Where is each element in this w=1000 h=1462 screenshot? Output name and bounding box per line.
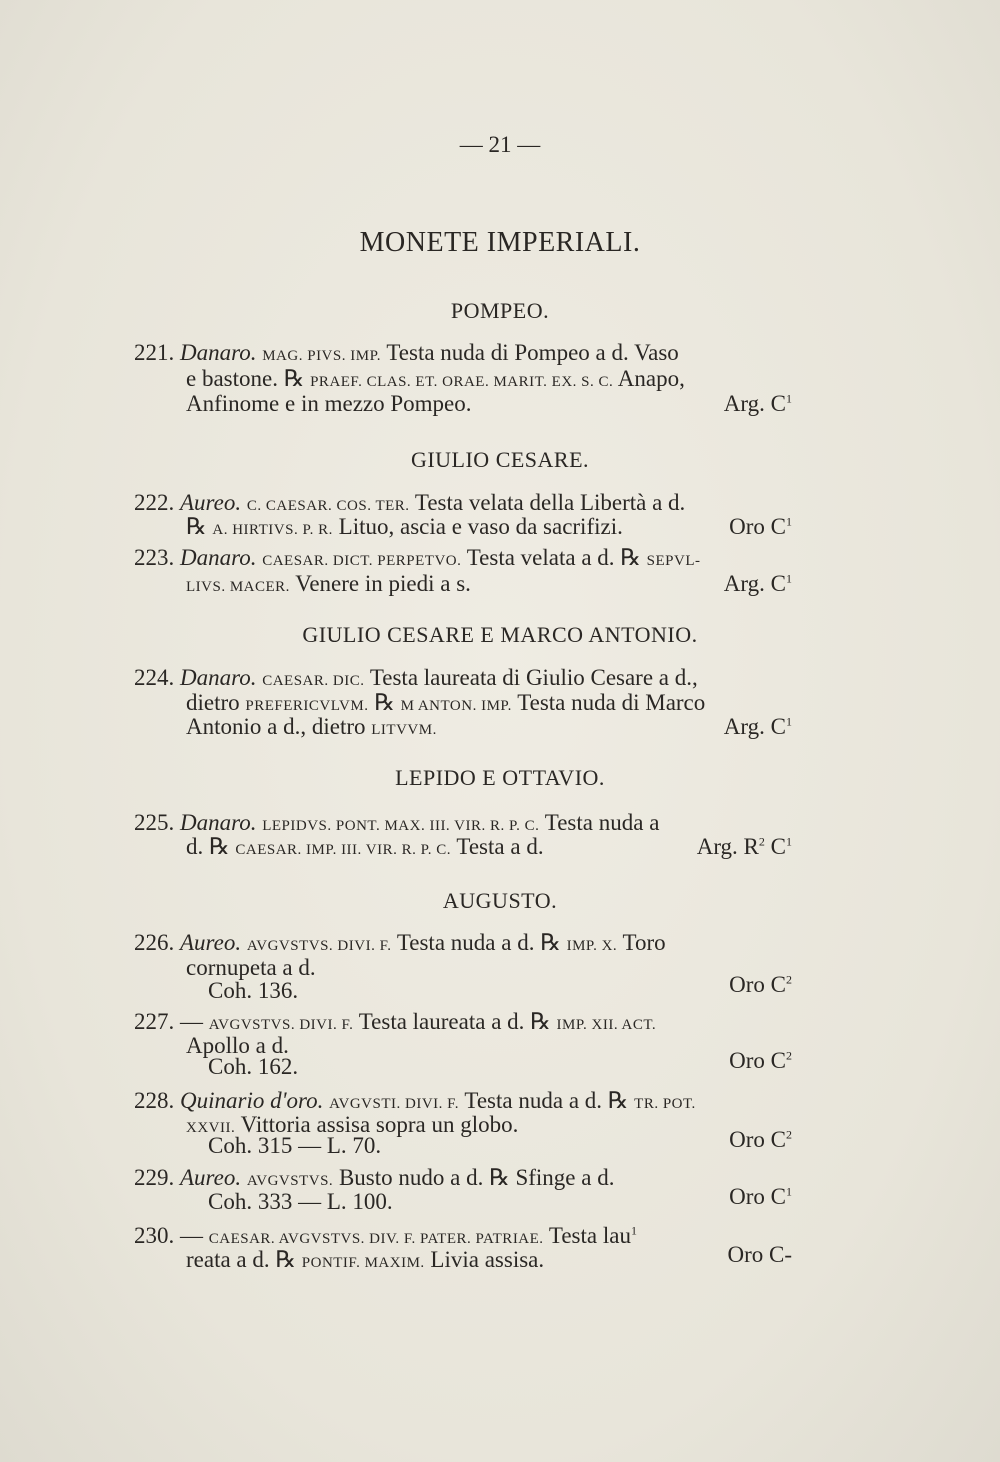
description: Venere in piedi a s. bbox=[295, 571, 471, 596]
entry-number: 230. bbox=[134, 1223, 175, 1248]
coin-type: Danaro. bbox=[180, 810, 257, 835]
page-number: — 21 — bbox=[459, 132, 541, 157]
section-heading-lepido-ottavio: LEPIDO E OTTAVIO. bbox=[395, 765, 605, 790]
description: reata a d. ℞ bbox=[186, 1247, 297, 1272]
coin-type: Danaro. bbox=[180, 545, 257, 570]
legend-reverse: IMP. X. bbox=[566, 938, 618, 954]
rarity: Oro $C^1$ bbox=[729, 514, 792, 539]
legend-obverse: C. CAESAR. COS. TER. bbox=[246, 498, 410, 514]
coin-type: Danaro. bbox=[180, 340, 257, 365]
section-heading-pompeo: POMPEO. bbox=[450, 298, 550, 323]
rarity: Oro $C^2$ bbox=[729, 972, 792, 997]
description: Testa lau bbox=[548, 1223, 631, 1248]
rarity: Oro $C^2$ bbox=[729, 1127, 792, 1152]
rarity: Oro C- bbox=[727, 1242, 792, 1267]
description: Busto nudo a d. ℞ Sfinge a d. bbox=[338, 1165, 615, 1190]
rarity: Arg. $C^1$ bbox=[723, 571, 792, 596]
reverse-symbol: ℞ bbox=[186, 514, 207, 539]
entry-number: 221. bbox=[134, 340, 175, 365]
legend-reverse: LITVVM. bbox=[371, 722, 437, 738]
coin-type: Quinario d'oro. bbox=[180, 1088, 324, 1113]
entry-number: 223. bbox=[134, 545, 175, 570]
description: Testa nuda di Marco bbox=[517, 690, 706, 715]
description: Testa a d. bbox=[456, 834, 544, 859]
rarity: Arg. $C^1$ bbox=[723, 391, 792, 416]
legend-obverse: LEPIDVS. PONT. MAX. III. VIR. R. P. C. bbox=[262, 818, 540, 834]
legend-reverse: XXVII. bbox=[186, 1120, 236, 1136]
description: Toro bbox=[622, 930, 666, 955]
description: d. ℞ bbox=[186, 834, 230, 859]
description: Testa nuda a bbox=[544, 810, 660, 835]
description: Anfinome e in mezzo Pompeo. bbox=[186, 391, 472, 416]
legend-obverse: MAG. PIVS. IMP. bbox=[262, 348, 381, 364]
legend-obverse: CAESAR. DICT. PERPETVO. bbox=[262, 553, 462, 569]
entry-number: 225. bbox=[134, 810, 175, 835]
ditto-dash: — bbox=[180, 1009, 203, 1034]
description: Testa nuda di Pompeo a d. Vaso bbox=[386, 340, 679, 365]
legend-reverse: SEPVL- bbox=[646, 553, 701, 569]
page-title: MONETE IMPERIALI. bbox=[359, 227, 641, 258]
description: Testa nuda a d. ℞ bbox=[396, 930, 561, 955]
legend-reverse: PONTIF. MAXIM. bbox=[301, 1255, 425, 1271]
description: Anapo, bbox=[617, 366, 685, 391]
description: Vittoria assisa sopra un globo. bbox=[240, 1112, 519, 1137]
legend-obverse: AVGVSTVS. DIVI. F. bbox=[246, 938, 392, 954]
legend-reverse: IMP. XII. ACT. bbox=[556, 1017, 657, 1033]
description: Lituo, ascia e vaso da sacrifizi. bbox=[338, 514, 623, 539]
legend-obverse: CAESAR. DIC. bbox=[262, 673, 365, 689]
legend-obverse: AVGVSTVS. bbox=[246, 1173, 334, 1189]
legend-reverse: TR. POT. bbox=[634, 1096, 696, 1112]
stray-mark: 1 bbox=[630, 1223, 637, 1238]
description: Testa nuda a d. ℞ bbox=[464, 1088, 629, 1113]
rarity: Arg. $C^1$ bbox=[723, 714, 792, 739]
entry-number: 227. bbox=[134, 1009, 175, 1034]
reverse-symbol: ℞ bbox=[374, 690, 395, 715]
rarity: Arg. $R^2$ $C^1$ bbox=[696, 834, 792, 859]
ditto-dash: — bbox=[180, 1223, 203, 1248]
description: Livia assisa. bbox=[430, 1247, 545, 1272]
description: Testa velata della Libertà a d. bbox=[414, 490, 686, 515]
legend-reverse: LIVS. MACER. bbox=[186, 579, 290, 595]
reference: Coh. 315 — L. 70. bbox=[208, 1133, 382, 1158]
legend-obverse: PREFERICVLVM. bbox=[245, 698, 369, 714]
legend-reverse: CAESAR. IMP. III. VIR. R. P. C. bbox=[235, 842, 452, 858]
coin-type: Aureo. bbox=[180, 490, 242, 515]
coin-type: Aureo. bbox=[180, 1165, 242, 1190]
section-heading-augusto: AUGUSTO. bbox=[442, 888, 558, 913]
description: Antonio a d., dietro bbox=[186, 714, 366, 739]
entry-number: 228. bbox=[134, 1088, 175, 1113]
legend-reverse: M ANTON. IMP. bbox=[400, 698, 512, 714]
description: dietro bbox=[186, 690, 240, 715]
coin-type: Danaro. bbox=[180, 665, 257, 690]
description: Testa laureata a d. ℞ bbox=[358, 1009, 551, 1034]
legend-reverse: A. HIRTIVS. P. R. bbox=[212, 522, 333, 538]
rarity: Oro $C^1$ bbox=[729, 1184, 792, 1209]
entry-number: 229. bbox=[134, 1165, 175, 1190]
section-heading-cesare-antonio: GIULIO CESARE E MARCO ANTONIO. bbox=[302, 622, 698, 647]
coin-type: Aureo. bbox=[180, 930, 242, 955]
entry-number: 224. bbox=[134, 665, 175, 690]
description: e bastone. ℞ bbox=[186, 366, 305, 391]
description: Testa laureata di Giulio Cesare a d., bbox=[369, 665, 698, 690]
legend-reverse: PRAEF. CLAS. ET. ORAE. MARIT. EX. S. C. bbox=[310, 374, 614, 390]
reference: Coh. 162. bbox=[208, 1054, 299, 1079]
rarity: Oro $C^2$ bbox=[729, 1048, 792, 1073]
reference: Coh. 333 — L. 100. bbox=[208, 1189, 393, 1214]
description: Apollo a d. bbox=[186, 1033, 289, 1058]
legend-obverse: AVGVSTVS. DIVI. F. bbox=[208, 1017, 354, 1033]
reference: Coh. 136. bbox=[208, 978, 299, 1003]
entry-number: 222. bbox=[134, 490, 175, 515]
description: cornupeta a d. bbox=[186, 955, 316, 980]
section-heading-giulio-cesare: GIULIO CESARE. bbox=[410, 447, 590, 472]
description: Testa velata a d. ℞ bbox=[466, 545, 641, 570]
legend-obverse: AVGVSTI. DIVI. F. bbox=[329, 1096, 460, 1112]
entry-number: 226. bbox=[134, 930, 175, 955]
legend-obverse: CAESAR. AVGVSTVS. DIV. F. PATER. PATRIAE. bbox=[208, 1231, 544, 1247]
